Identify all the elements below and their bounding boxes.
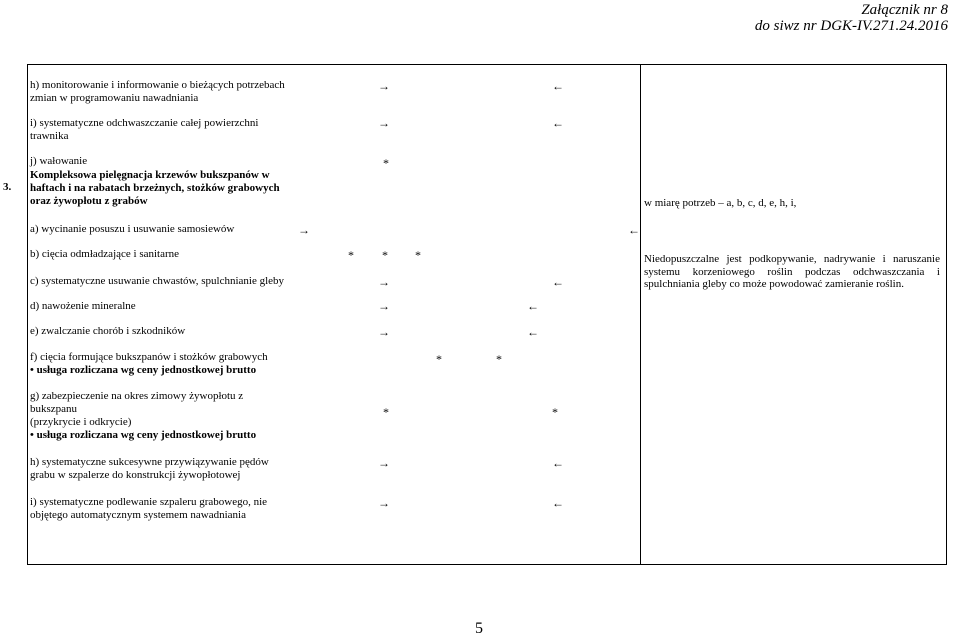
left-arrow-icon: ← bbox=[552, 79, 564, 93]
left-arrow-icon: ← bbox=[527, 299, 539, 313]
row-label: j) wałowanie bbox=[30, 155, 88, 167]
row-label: f) cięcia formujące bukszpanów i stożków grabowych bbox=[30, 351, 268, 363]
row-label: h) monitorowanie i informowanie o bieżących potrzebach bbox=[30, 79, 285, 91]
table-column-divider bbox=[640, 64, 641, 565]
left-arrow-icon: ← bbox=[552, 116, 564, 130]
billing-note: • usługa rozliczana wg ceny jednostkowej brutto bbox=[30, 429, 257, 441]
row-label: b) cięcia odmładzające i sanitarne bbox=[30, 248, 180, 260]
table-frame bbox=[27, 64, 947, 565]
row-label: a) wycinanie posuszu i usuwanie samosiewów bbox=[30, 223, 235, 235]
star-mark: * bbox=[348, 248, 354, 262]
star-mark: * bbox=[415, 248, 421, 262]
right-arrow-icon: → bbox=[378, 299, 390, 313]
star-mark: * bbox=[382, 248, 388, 262]
star-mark: * bbox=[496, 352, 502, 366]
left-arrow-icon: ← bbox=[552, 496, 564, 510]
row-label: i) systematyczne podlewanie szpaleru grabowego, nie bbox=[30, 496, 268, 508]
star-mark: * bbox=[383, 156, 389, 170]
billing-note: • usługa rozliczana wg ceny jednostkowej brutto bbox=[30, 364, 257, 376]
right-arrow-icon: → bbox=[378, 325, 390, 339]
header-line-1: Załącznik nr 8 bbox=[861, 2, 948, 18]
star-mark: * bbox=[436, 352, 442, 366]
row-label: d) nawożenie mineralne bbox=[30, 300, 136, 312]
left-arrow-icon: ← bbox=[628, 223, 640, 237]
row-label-cont: grabu w szpalerze do konstrukcji żywopłotowej bbox=[30, 469, 241, 481]
remark-text: w miarę potrzeb – a, b, c, d, e, h, i, bbox=[644, 197, 797, 209]
page-number: 5 bbox=[475, 620, 483, 637]
row-label: e) zwalczanie chorób i szkodników bbox=[30, 325, 186, 337]
right-arrow-icon: → bbox=[378, 496, 390, 510]
right-arrow-icon: → bbox=[378, 79, 390, 93]
section-number: 3. bbox=[3, 181, 12, 193]
row-label: c) systematyczne usuwanie chwastów, spulchnianie gleby bbox=[30, 275, 285, 287]
right-arrow-icon: → bbox=[298, 223, 310, 237]
remark-note: Niedopuszczalne jest podkopywanie, nadrywanie i naruszanie systemu korzeniowego roślin podczas odchwaszczania i spulchniania gleby co może powodować zamieranie roślin. bbox=[644, 253, 940, 291]
header-line-2: do siwz nr DGK-IV.271.24.2016 bbox=[754, 18, 948, 34]
left-arrow-icon: ← bbox=[527, 325, 539, 339]
row-label-cont: zmian w programowaniu nawadniania bbox=[30, 92, 199, 104]
left-arrow-icon: ← bbox=[552, 456, 564, 470]
row-label-cont: trawnika bbox=[30, 130, 69, 142]
star-mark: * bbox=[383, 405, 389, 419]
row-label-cont: bukszpanu bbox=[30, 403, 78, 415]
section-title-cont: oraz żywopłotu z grabów bbox=[30, 195, 148, 207]
section-title: Kompleksowa pielęgnacja krzewów bukszpanów w bbox=[30, 169, 270, 181]
row-label: h) systematyczne sukcesywne przywiązywanie pędów bbox=[30, 456, 269, 468]
right-arrow-icon: → bbox=[378, 456, 390, 470]
row-label: g) zabezpieczenie na okres zimowy żywopłotu z bbox=[30, 390, 244, 402]
right-arrow-icon: → bbox=[378, 116, 390, 130]
row-label-cont: (przykrycie i odkrycie) bbox=[30, 416, 132, 428]
row-label: i) systematyczne odchwaszczanie całej powierzchni bbox=[30, 117, 259, 129]
left-arrow-icon: ← bbox=[552, 275, 564, 289]
row-label-cont: objętego automatycznym systemem nawadniania bbox=[30, 509, 246, 521]
star-mark: * bbox=[552, 405, 558, 419]
section-title-cont: haftach i na rabatach brzeżnych, stożków grabowych bbox=[30, 182, 280, 194]
right-arrow-icon: → bbox=[378, 275, 390, 289]
